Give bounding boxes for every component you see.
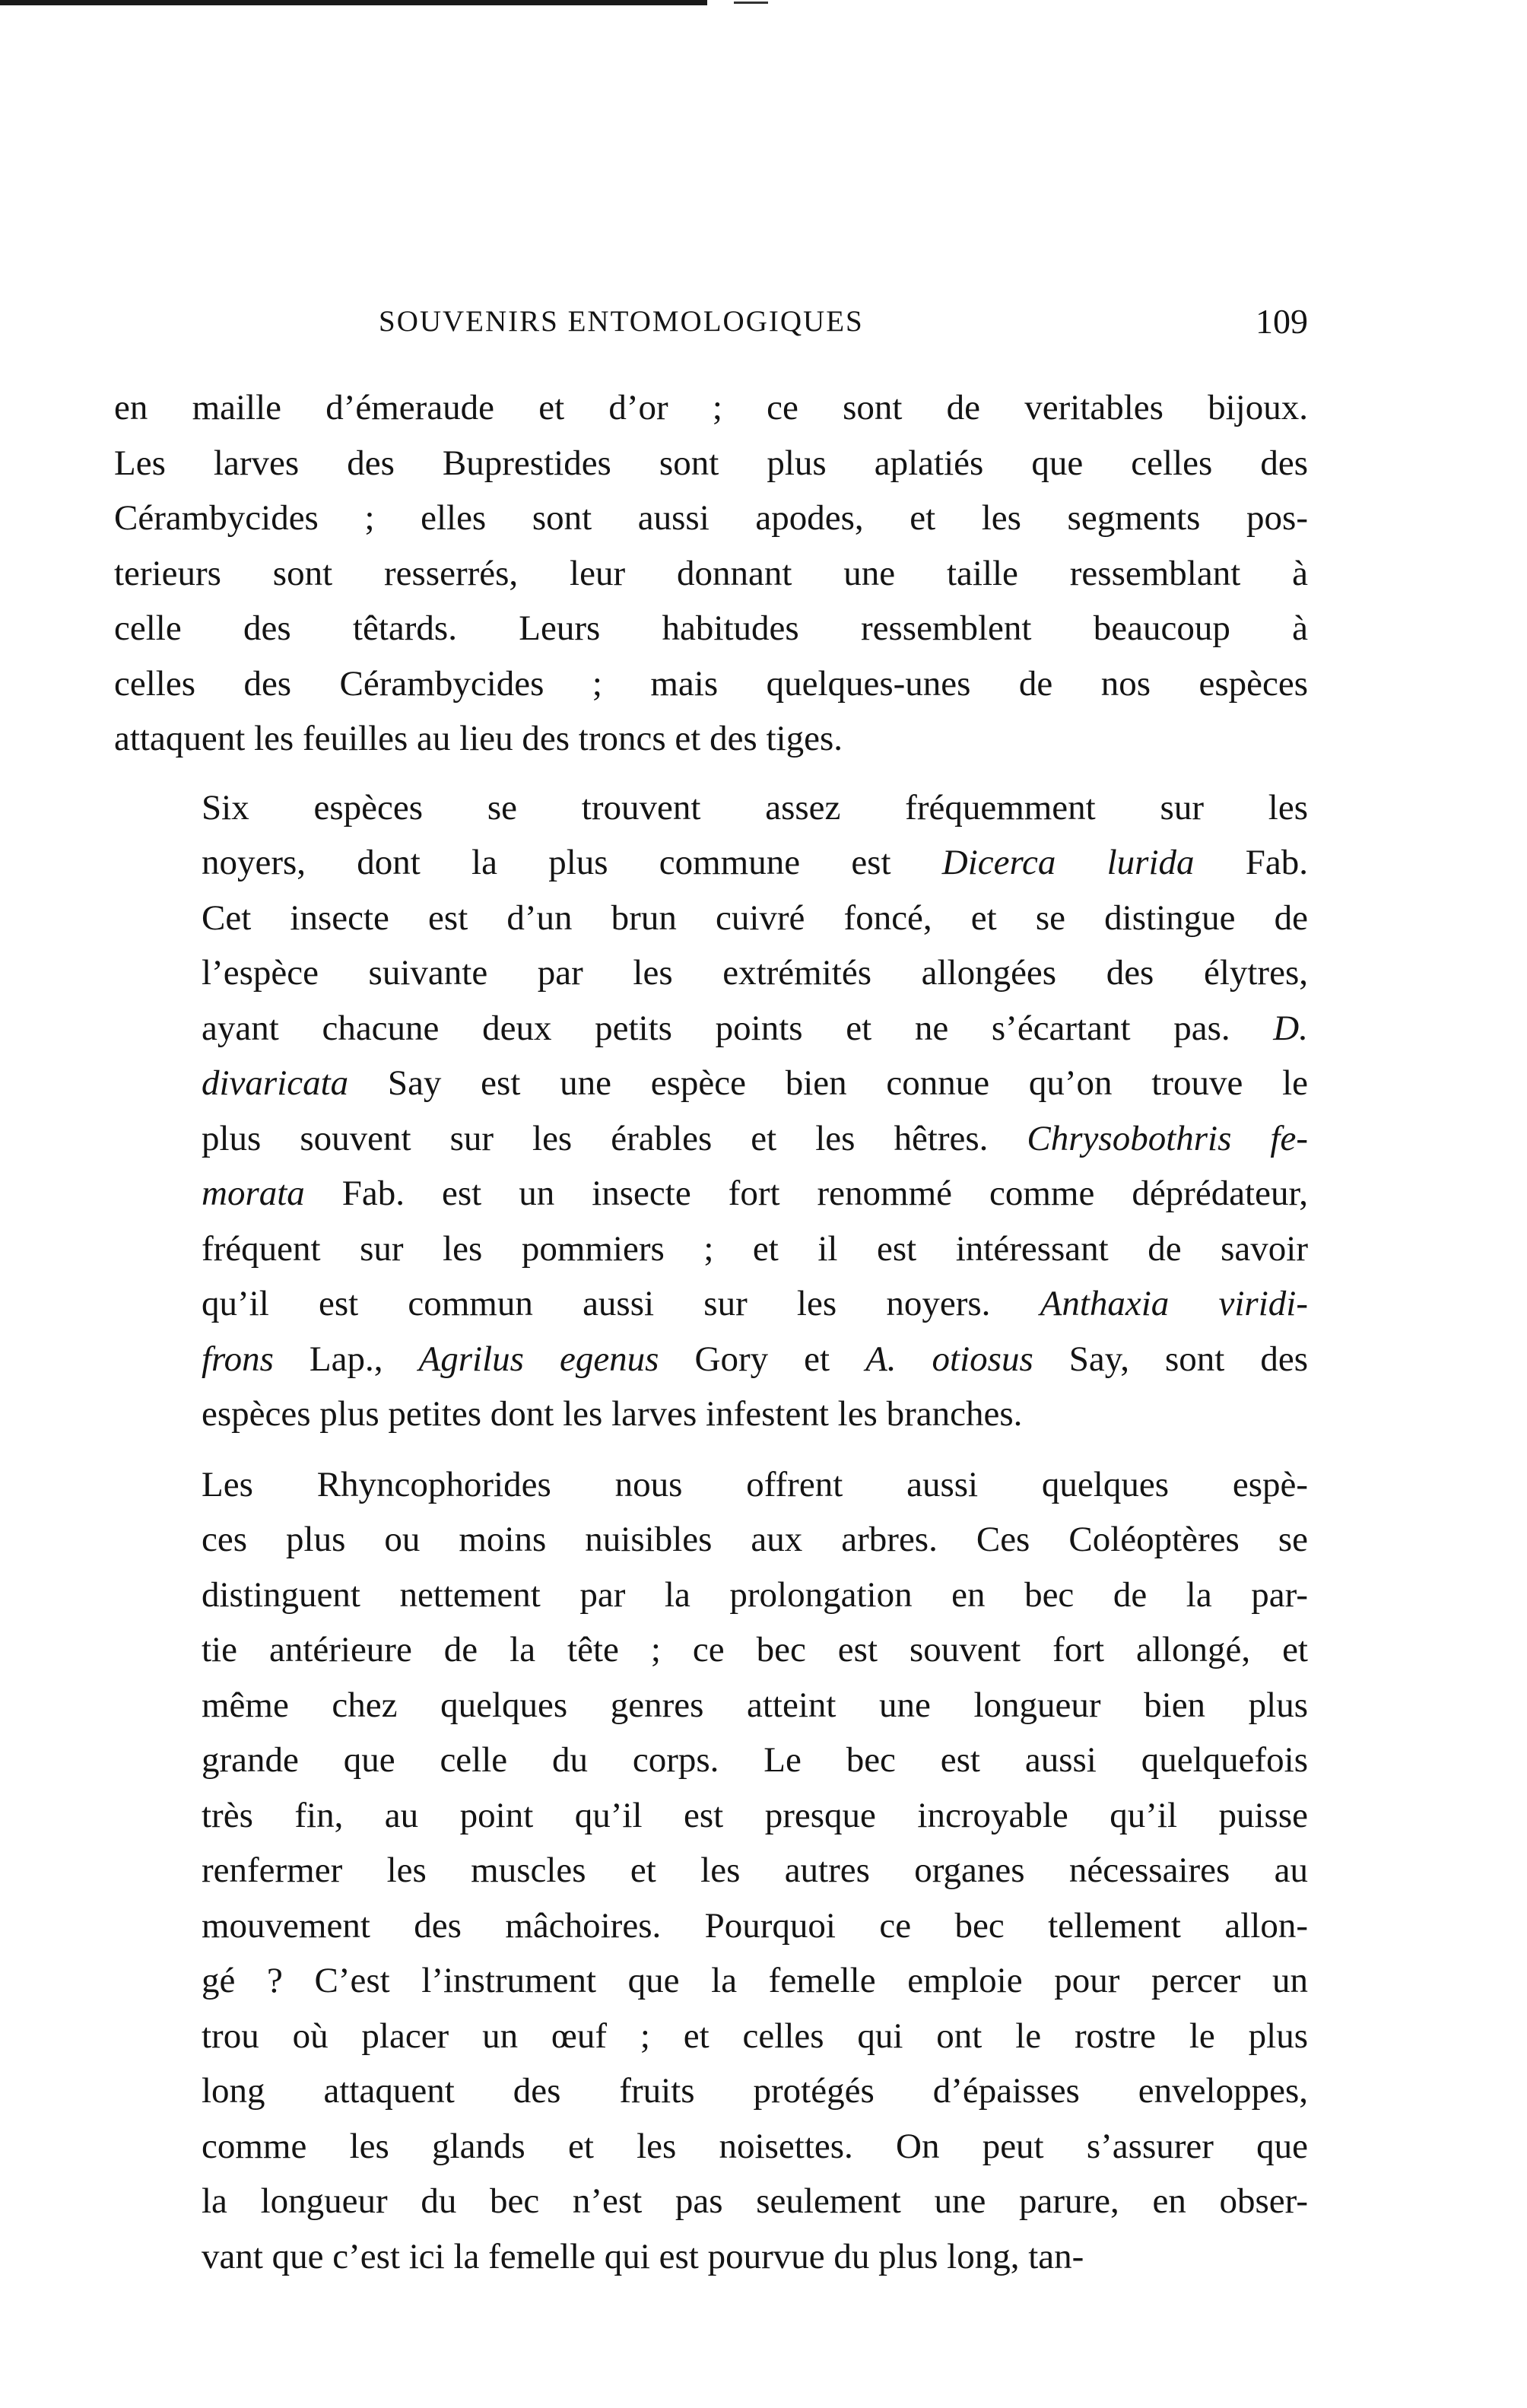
text-line: en maille d’émeraude et d’or ; ce sont de veritables bijoux.	[114, 388, 1308, 427]
text-line: Cérambycides ; elles sont aussi apodes, et les segments pos-	[114, 498, 1308, 538]
text-line: très fin, au point qu’il est presque incroyable qu’il puisse	[202, 1795, 1308, 1835]
text-line: grande que celle du corps. Le bec est aussi quelquefois	[202, 1740, 1308, 1780]
text-line: mouvement des mâchoires. Pourquoi ce bec tellement allon-	[202, 1905, 1308, 1946]
text-line: l’espèce suivante par les extrémités allongées des élytres,	[202, 953, 1308, 993]
text-line: celles des Cérambycides ; mais quelques-unes de nos espèces	[114, 663, 1308, 704]
text-line: gé ? C’est l’instrument que la femelle emploie pour percer un	[202, 1961, 1308, 2000]
text-line: ces plus ou moins nuisibles aux arbres. Ces Coléoptères se	[202, 1520, 1308, 1559]
paragraph-3	[114, 1457, 1308, 2285]
text-line: morata Fab. est un insecte fort renommé comme déprédateur,	[202, 1174, 1308, 1213]
text-line: comme les glands et les noisettes. On peut s’assurer que	[202, 2126, 1308, 2166]
text-line: fréquent sur les pommiers ; et il est intéressant de savoir	[202, 1228, 1308, 1269]
text-line: celle des têtards. Leurs habitudes ressemblent beaucoup à	[114, 608, 1308, 648]
text-line: distinguent nettement par la prolongation en bec de la par-	[202, 1574, 1308, 1615]
text-line: attaquent les feuilles au lieu des troncs et des tiges.	[114, 719, 843, 758]
page-header	[114, 304, 1308, 350]
text-line: tie antérieure de la tête ; ce bec est souvent fort allongé, et	[202, 1630, 1308, 1669]
text-line: même chez quelques genres atteint une longueur bien plus	[202, 1685, 1308, 1725]
text-line: noyers, dont la plus commune est Dicerca lurida Fab.	[202, 843, 1308, 882]
text-line: ayant chacune deux petits points et ne s’écartant pas. D.	[202, 1008, 1308, 1048]
text-line: Six espèces se trouvent assez fréquemment sur les	[202, 787, 1308, 828]
paragraph-2	[114, 780, 1308, 1442]
paragraph-1	[114, 380, 1308, 767]
text-line: long attaquent des fruits protégés d’épaisses enveloppes,	[202, 2071, 1308, 2111]
body-text	[114, 380, 1308, 2284]
text-line: espèces plus petites dont les larves infestent les branches.	[202, 1394, 1023, 1434]
text-line: la longueur du bec n’est pas seulement une parure, en obser-	[202, 2181, 1308, 2221]
text-line: frons Lap., Agrilus egenus Gory et A. otiosus Say, sont des	[202, 1339, 1309, 1379]
top-rule	[0, 0, 707, 5]
text-line: plus souvent sur les érables et les hêtres. Chrysobothris fe-	[202, 1118, 1308, 1158]
text-line: trou où placer un œuf ; et celles qui ont le rostre le plus	[202, 2016, 1308, 2056]
text-line: vant que c’est ici la femelle qui est pourvue du plus long, tan-	[202, 2236, 1084, 2276]
text-line: terieurs sont resserrés, leur donnant une taille ressemblant à	[114, 553, 1308, 593]
text-line: Les larves des Buprestides sont plus aplatiés que celles des	[114, 443, 1308, 483]
text-line: Les Rhyncophorides nous offrent aussi quelques espè-	[202, 1464, 1308, 1504]
text-line: divaricata Say est une espèce bien connue qu’on trouve le	[202, 1063, 1308, 1103]
text-line: renfermer les muscles et les autres organes nécessaires au	[202, 1850, 1308, 1890]
top-rule-fragment	[734, 2, 768, 4]
running-title: SOUVENIRS ENTOMOLOGIQUES	[379, 305, 864, 338]
text-line: qu’il est commun aussi sur les noyers. Anthaxia viridi-	[202, 1284, 1308, 1323]
page-number: 109	[1256, 302, 1308, 341]
text-line: Cet insecte est d’un brun cuivré foncé, et se distingue de	[202, 897, 1308, 938]
